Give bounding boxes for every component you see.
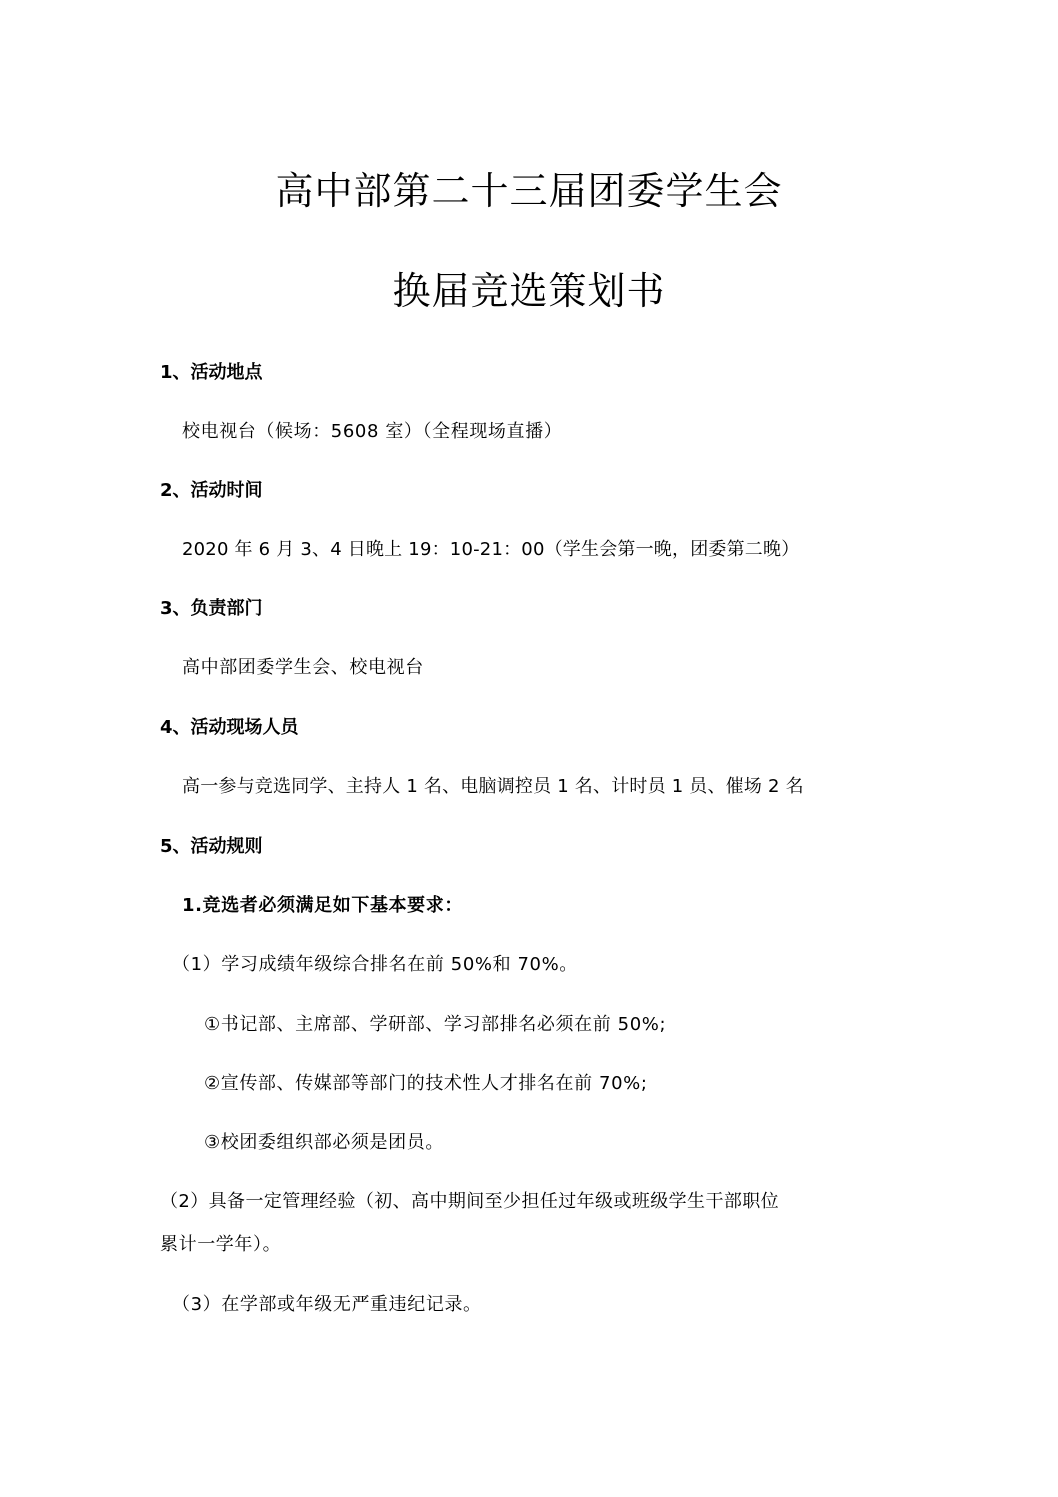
rule-item-1-sub-3: ③校团委组织部必须是团员。	[204, 1132, 444, 1153]
section-content-department: 高中部团委学生会、校电视台	[182, 657, 424, 678]
document-title-line1: 高中部第二十三届团委学生会	[275, 169, 783, 213]
section-heading-rules: 5、活动规则	[160, 836, 263, 857]
section-heading-department: 3、负责部门	[160, 598, 263, 619]
section-content-location: 校电视台（候场：5608 室）（全程现场直播）	[182, 421, 563, 442]
rule-item-1-sub-2: ②宣传部、传媒部等部门的技术性人才排名在前 70%;	[204, 1073, 648, 1094]
document-title-line2: 换届竞选策划书	[392, 269, 666, 313]
rule-item-2-line-2: 累计一学年）。	[160, 1234, 282, 1255]
rule-item-1-sub-1: ①书记部、主席部、学研部、学习部排名必须在前 50%;	[204, 1014, 667, 1035]
section-heading-staff: 4、活动现场人员	[160, 717, 299, 738]
section-content-time: 2020 年 6 月 3、4 日晚上 19：10-21：00（学生会第一晚，团委第二晚）	[182, 539, 800, 560]
rule-item-2-line-1: （2）具备一定管理经验（初、高中期间至少担任过年级或班级学生干部职位	[160, 1191, 780, 1212]
section-content-staff: 高一参与竞选同学、主持人 1 名、电脑调控员 1 名、计时员 1 员、催场 2 名	[182, 776, 804, 797]
rule-item-1: （1）学习成绩年级综合排名在前 50%和 70%。	[172, 954, 578, 975]
rule-item-3: （3）在学部或年级无严重违纪记录。	[172, 1294, 482, 1315]
section-heading-location: 1、活动地点	[160, 362, 263, 383]
rules-subheading: 1.竞选者必须满足如下基本要求：	[182, 895, 463, 916]
section-heading-time: 2、活动时间	[160, 480, 263, 501]
